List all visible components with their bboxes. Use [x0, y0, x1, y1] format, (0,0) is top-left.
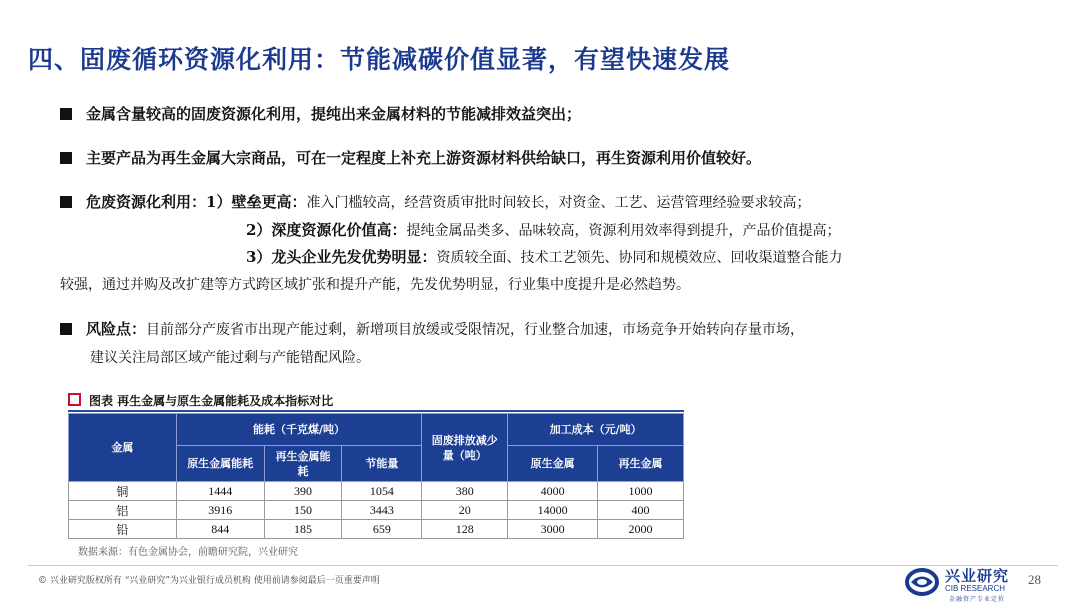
- cell-recycled-energy: 185: [264, 520, 342, 539]
- cell-solid-waste: 380: [422, 482, 508, 501]
- page-title: 四、固废循环资源化利用：节能减碳价值显著，有望快速发展: [28, 45, 731, 74]
- bullet-square-icon: [60, 196, 72, 208]
- point-3-continuation: 较强，通过并购及改扩建等方式跨区域扩张和提升产能，先发优势明显，行业集中度提升是必然趋势。: [60, 277, 690, 293]
- comparison-table: [68, 413, 684, 539]
- point-3: [246, 246, 842, 269]
- point-1-head: 1）壁垒更高：: [206, 193, 307, 211]
- bullet-square-icon: [60, 108, 72, 120]
- risk-lead: 风险点：: [86, 320, 147, 338]
- cell-primary-cost: 4000: [508, 482, 598, 501]
- point-3-head: 3）龙头企业先发优势明显：: [246, 248, 437, 266]
- point-2-text: 提纯金属品类多、品味较高，资源利用效率得到提升，产品价值提高；: [406, 223, 841, 239]
- point-3-text: 资质较全面、技术工艺领先、协同和规模效应、回收渠道整合能力: [436, 250, 843, 266]
- cell-metal: 铝: [69, 501, 177, 520]
- cell-primary-energy: 3916: [176, 501, 264, 520]
- cell-saving: 3443: [342, 501, 422, 520]
- footer-divider: [28, 565, 1058, 566]
- caption-box-icon: [68, 393, 81, 406]
- bullet-metal-content: [60, 103, 581, 125]
- logo-english: CIB RESEARCH: [945, 584, 1006, 593]
- header-primary-energy: 原生金属能耗: [176, 446, 264, 482]
- header-energy: 能耗（千克煤/吨）: [176, 414, 422, 446]
- cell-recycled-cost: 1000: [598, 482, 684, 501]
- header-cost: 加工成本（元/吨）: [508, 414, 684, 446]
- cell-primary-cost: 3000: [508, 520, 598, 539]
- table-row: [69, 520, 684, 539]
- cell-recycled-energy: 390: [264, 482, 342, 501]
- table-top-rule: [68, 410, 684, 412]
- cell-metal: 铅: [69, 520, 177, 539]
- bullet-hazardous-waste: [60, 191, 810, 214]
- cell-solid-waste: 128: [422, 520, 508, 539]
- header-metal: 金属: [69, 414, 177, 482]
- table-row: [69, 501, 684, 520]
- header-saving: 节能量: [342, 446, 422, 482]
- cell-primary-energy: 1444: [176, 482, 264, 501]
- header-primary-cost: 原生金属: [508, 446, 598, 482]
- point-2-head: 2）深度资源化价值高：: [246, 221, 407, 239]
- bullet-square-icon: [60, 152, 72, 164]
- swirl-logo-icon: [905, 567, 939, 597]
- cell-solid-waste: 20: [422, 501, 508, 520]
- bullet-text: 金属含量较高的固废资源化利用，提纯出来金属材料的节能减排效益突出；: [86, 105, 582, 123]
- logo-tagline: 金融资产专业定价: [949, 596, 1006, 603]
- page-number: 28: [1028, 572, 1041, 587]
- cell-saving: 1054: [342, 482, 422, 501]
- cell-primary-cost: 14000: [508, 501, 598, 520]
- point-2: [246, 219, 840, 242]
- cell-primary-energy: 844: [176, 520, 264, 539]
- risk-text: 目前部分产废省市出现产能过剩，新增项目放缓或受限情况，行业整合加速，市场竞争开始转向存量市场，: [146, 322, 805, 338]
- table-caption: [68, 392, 333, 409]
- caption-text: 图表 再生金属与原生金属能耗及成本指标对比: [89, 394, 334, 408]
- table-row: [69, 482, 684, 501]
- point-1-text: 准入门槛较高，经营资质审批时间较长，对资金、工艺、运营管理经验要求较高；: [306, 195, 811, 211]
- header-recycled-energy: 再生金属能耗: [264, 446, 342, 482]
- bullet-risk: [60, 318, 804, 341]
- cell-recycled-cost: 400: [598, 501, 684, 520]
- cell-recycled-energy: 150: [264, 501, 342, 520]
- logo-chinese: 兴业研究: [945, 567, 1010, 585]
- cell-metal: 铜: [69, 482, 177, 501]
- cell-saving: 659: [342, 520, 422, 539]
- header-solid-waste: 固废排放减少量（吨）: [422, 414, 508, 482]
- bullet-text: 主要产品为再生金属大宗商品，可在一定程度上补充上游资源材料供给缺口，再生资源利用价值较好。: [86, 149, 762, 167]
- bullet-square-icon: [60, 323, 72, 335]
- data-source: 数据来源：有色金属协会，前瞻研究院，兴业研究: [78, 547, 298, 558]
- footer-disclaimer: © 兴业研究版权所有 “兴业研究”为兴业银行成员机构 使用前请参阅最后一页重要声明: [38, 576, 380, 586]
- bullet-main-products: [60, 147, 761, 169]
- cib-research-logo: [905, 563, 1015, 603]
- risk-continuation: 建议关注局部区域产能过剩与产能错配风险。: [90, 350, 370, 366]
- cell-recycled-cost: 2000: [598, 520, 684, 539]
- bullet-lead: 危废资源化利用：: [86, 193, 207, 211]
- header-recycled-cost: 再生金属: [598, 446, 684, 482]
